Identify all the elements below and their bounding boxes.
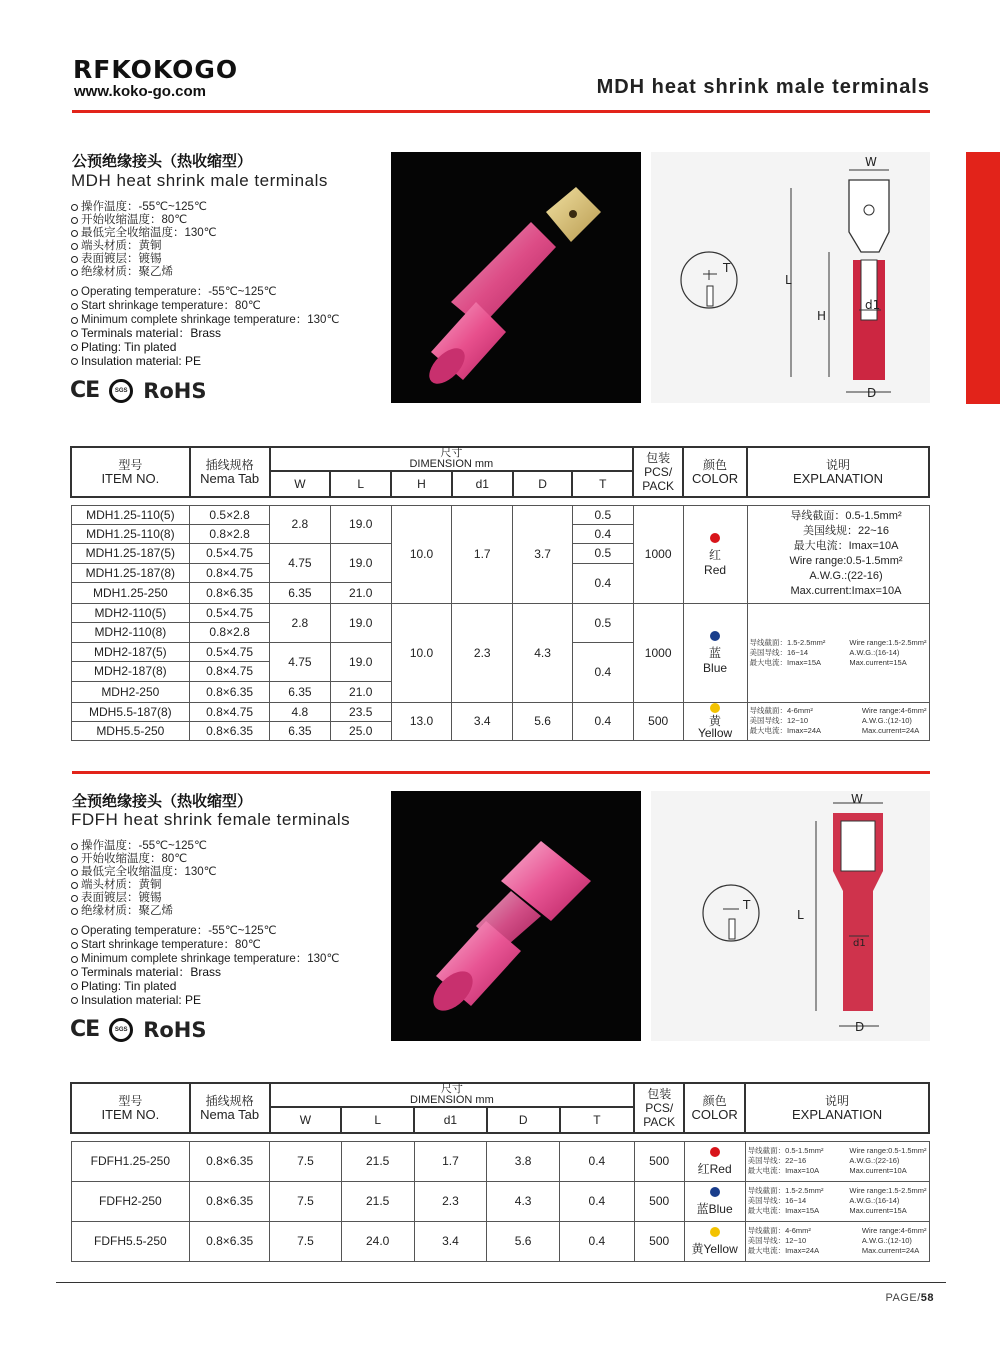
- dim-d: 4.3: [513, 603, 573, 702]
- section2-product-photo: [391, 791, 641, 1041]
- item-no: MDH1.25-110(5): [71, 505, 190, 524]
- drawing-label-w: W: [851, 792, 863, 806]
- header-cn: 尺寸: [440, 447, 463, 459]
- spec-item: Terminals material：Brass: [70, 966, 339, 980]
- col-item-header: [71, 1083, 190, 1133]
- expl-en-block: [849, 1186, 926, 1216]
- rohs-mark: RoHS: [143, 378, 207, 403]
- drawing-label-d1: d1: [865, 298, 881, 312]
- expl-line: Max.current=10A: [849, 1166, 907, 1175]
- nema-tab: 0.8×6.35: [190, 681, 270, 702]
- color-cell: [683, 505, 747, 603]
- col-tab-header: [190, 1083, 270, 1133]
- nema-tab: 0.8×6.35: [190, 721, 270, 740]
- dim-l: 25.0: [330, 721, 391, 740]
- expl-en-block: [849, 1146, 926, 1176]
- nema-tab: 0.8×2.8: [190, 622, 270, 642]
- nema-tab: 0.8×2.8: [190, 524, 270, 543]
- header-cn: 颜色: [702, 1094, 727, 1108]
- ce-mark-icon: CE: [70, 378, 100, 403]
- nema-tab: 0.8×4.75: [190, 661, 270, 681]
- color-en: Yellow: [697, 726, 733, 740]
- expl-cn-block: [748, 1226, 819, 1256]
- female-terminal-image: [391, 791, 641, 1041]
- page-number-value: 58: [920, 1292, 934, 1304]
- spec-item: 最低完全收缩温度：130℃: [70, 227, 217, 240]
- expl-line: 美国导线：22~16: [747, 1156, 807, 1165]
- drawing-label-d: D: [867, 386, 877, 400]
- page-title: MDH heat shrink male terminals: [596, 76, 930, 98]
- dim-t: 0.5: [572, 603, 633, 642]
- dim-d: 3.8: [487, 1141, 560, 1181]
- expl-line: Wire range:1.5-2.5mm²: [849, 1186, 927, 1195]
- item-no: MDH1.25-110(8): [71, 524, 190, 543]
- brand-logo: RFKOKOGO: [73, 55, 239, 84]
- section2-en-title: FDFH heat shrink female terminals: [71, 810, 351, 829]
- header-en: PCS/: [644, 465, 673, 479]
- expl-line: 导线截面：1.5-2.5mm²: [747, 1186, 824, 1195]
- dim-d1: 2.3: [414, 1181, 487, 1221]
- nema-tab: 0.8×6.35: [190, 1141, 270, 1181]
- expl-line: 最大电流：Imax=15A: [749, 657, 821, 667]
- spec-item: 表面镀层：镀锡: [70, 253, 217, 266]
- section1-technical-drawing: [651, 152, 930, 403]
- dim-t: 0.4: [572, 524, 633, 543]
- item-no: MDH2-187(8): [71, 661, 190, 681]
- expl-line: A.W.G.:(22-16): [849, 1156, 900, 1165]
- col-dimension-header: [270, 447, 634, 471]
- expl-line: Wire range:0.5-1.5mm²: [849, 1146, 927, 1155]
- col-item-header: [71, 447, 190, 497]
- dim-d1: 2.3: [452, 603, 513, 702]
- header-en: PACK: [643, 1115, 676, 1129]
- header-divider: [72, 110, 930, 113]
- dim-h: 13.0: [391, 702, 452, 740]
- expl-cn-block: [748, 1186, 824, 1216]
- expl-line: 导线截面：0.5-1.5mm²: [747, 1146, 824, 1155]
- expl-line: A.W.G.:(16-14): [849, 1196, 900, 1205]
- drawing-label-w: W: [865, 155, 877, 169]
- col-d: D: [487, 1107, 560, 1133]
- section1-en-specs: [70, 286, 339, 369]
- color-label: 黄Yellow: [691, 1241, 738, 1256]
- pack-qty: 1000: [633, 505, 683, 603]
- header-en: COLOR: [691, 471, 739, 486]
- section2-technical-drawing: [651, 791, 930, 1041]
- header-en: COLOR: [691, 1107, 738, 1122]
- dim-t: 0.5: [572, 505, 633, 524]
- section2-spec-table: [70, 1082, 930, 1262]
- header-cn: 型号: [118, 458, 143, 472]
- spec-item: Plating: Tin plated: [70, 341, 339, 355]
- blue-dot-icon: [710, 1187, 720, 1197]
- header-cn: 型号: [118, 1094, 143, 1108]
- dim-w: 2.8: [270, 603, 331, 642]
- nema-tab: 0.8×6.35: [190, 1221, 270, 1261]
- spec-item: Insulation material: PE: [70, 355, 339, 369]
- color-label: 蓝Blue: [696, 1201, 733, 1216]
- spec-item: Start shrinkage temperature：80℃: [70, 300, 339, 314]
- header-cn: 插线规格: [205, 458, 254, 472]
- red-dot-icon: [710, 1147, 720, 1157]
- table-row: [71, 505, 929, 524]
- section1-spec-table: [70, 446, 930, 741]
- dim-w: 6.35: [270, 681, 331, 702]
- spec-item: 端头材质：黄铜: [70, 879, 217, 892]
- header-cn: 说明: [825, 1094, 850, 1108]
- col-dimension-header: [270, 1083, 635, 1107]
- color-cell: [684, 1221, 745, 1261]
- col-t: T: [572, 471, 633, 497]
- expl-line: Max.current:Imax=10A: [790, 585, 902, 597]
- col-d1: d1: [414, 1107, 487, 1133]
- color-label: 红Red: [697, 1161, 732, 1176]
- section2-en-specs: [70, 925, 339, 1008]
- footer-divider: [56, 1282, 946, 1283]
- dim-h: 10.0: [391, 603, 452, 702]
- expl-line: Max.current=15A: [849, 657, 907, 667]
- color-cn: 蓝: [709, 646, 722, 660]
- dim-d: 3.7: [513, 505, 573, 603]
- header-cn: 尺寸: [440, 1083, 463, 1095]
- nema-tab: 0.8×6.35: [190, 582, 270, 603]
- section1-certifications: [70, 378, 207, 403]
- col-t: T: [560, 1107, 635, 1133]
- item-no: MDH2-110(5): [71, 603, 190, 622]
- dim-d: 5.6: [487, 1221, 560, 1261]
- col-l: L: [330, 471, 391, 497]
- item-no: FDFH1.25-250: [71, 1141, 190, 1181]
- dim-l: 19.0: [330, 603, 391, 642]
- item-no: MDH1.25-187(8): [71, 563, 190, 582]
- dim-w: 4.75: [270, 543, 331, 582]
- expl-cn-block: [750, 706, 821, 736]
- table-row: [71, 1181, 929, 1221]
- expl-line: 导线截面：1.5-2.5mm²: [749, 637, 826, 647]
- expl-line: 美国线规：22~16: [803, 525, 889, 537]
- sgs-text: SGS: [114, 387, 128, 394]
- dim-w: 7.5: [270, 1221, 342, 1261]
- color-cell: [683, 603, 747, 702]
- dim-w: 2.8: [270, 505, 331, 543]
- header-en: PACK: [642, 479, 675, 493]
- dim-d1: 1.7: [452, 505, 513, 603]
- table-row: [71, 702, 929, 721]
- dim-h: 10.0: [391, 505, 452, 603]
- drawing-label-t: T: [723, 261, 731, 275]
- expl-line: Max.current=24A: [861, 1246, 920, 1255]
- sgs-seal-icon: [109, 379, 133, 403]
- item-no: MDH2-250: [71, 681, 190, 702]
- col-tab-header: [190, 447, 270, 497]
- color-cn: 黄: [709, 714, 722, 728]
- female-terminal-drawing: [651, 791, 930, 1041]
- section2-cn-specs: [70, 840, 217, 918]
- spec-item: 操作温度：-55℃~125℃: [70, 201, 217, 214]
- dim-t: 0.4: [572, 563, 633, 603]
- spec-item: Operating temperature：-55℃~125℃: [70, 286, 339, 300]
- rohs-mark: RoHS: [143, 1017, 207, 1042]
- header-en: EXPLANATION: [792, 1107, 883, 1122]
- drawing-label-l: L: [797, 908, 804, 922]
- col-explanation-header: [747, 447, 929, 497]
- spec-item: 开始收缩温度：80℃: [70, 853, 217, 866]
- header-cn: 包装: [647, 1087, 672, 1101]
- yellow-dot-icon: [710, 703, 720, 713]
- expl-cn-block: [750, 638, 826, 668]
- explanation-cell: [745, 1141, 929, 1181]
- expl-en-block: [862, 706, 927, 736]
- dim-d1: 3.4: [452, 702, 513, 740]
- item-no: FDFH2-250: [71, 1181, 190, 1221]
- pack-qty: 500: [634, 1221, 684, 1261]
- explanation-cell: [745, 1221, 929, 1261]
- table-row: [71, 1141, 929, 1181]
- expl-line: Wire range:4-6mm²: [861, 1226, 927, 1235]
- dim-d: 5.6: [513, 702, 573, 740]
- section2-cn-title: 全预绝缘接头（热收缩型）: [72, 792, 253, 810]
- section1-cn-specs: [70, 201, 217, 279]
- male-terminal-image: [391, 152, 641, 403]
- spec-item: Minimum complete shrinkage temperature：130℃: [70, 953, 339, 967]
- pack-qty: 500: [634, 1181, 684, 1221]
- header-cn: 颜色: [703, 458, 728, 472]
- header-en: ITEM NO.: [101, 1107, 160, 1122]
- header-en: PCS/: [645, 1101, 674, 1115]
- expl-line: 美国导线：16~14: [749, 647, 809, 657]
- dim-t: 0.4: [572, 642, 633, 702]
- expl-line: 导线截面：4-6mm²: [747, 1226, 811, 1235]
- col-w: W: [270, 1107, 342, 1133]
- drawing-label-t: T: [743, 898, 751, 912]
- col-pack-header: [633, 447, 683, 497]
- expl-cn-block: [748, 1146, 824, 1176]
- dim-l: 21.5: [341, 1181, 414, 1221]
- color-en: Blue: [703, 661, 728, 675]
- header-cn: 说明: [826, 458, 851, 472]
- col-w: W: [270, 471, 331, 497]
- page-number: [885, 1292, 934, 1304]
- item-no: MDH5.5-250: [71, 721, 190, 740]
- col-h: H: [391, 471, 452, 497]
- section2-certifications: [70, 1017, 207, 1042]
- section1-en-title: MDH heat shrink male terminals: [71, 171, 328, 190]
- explanation-cell: [747, 603, 929, 702]
- drawing-label-h: H: [817, 309, 827, 323]
- expl-line: Wire range:1.5-2.5mm²: [849, 637, 927, 647]
- table-row: [71, 1221, 929, 1261]
- nema-tab: 0.5×4.75: [190, 642, 270, 661]
- drawing-label-l: L: [785, 273, 792, 287]
- nema-tab: 0.8×4.75: [190, 702, 270, 721]
- explanation-cell: [747, 702, 929, 740]
- col-color-header: [684, 1083, 745, 1133]
- spec-item: 绝缘材质：聚乙烯: [70, 266, 217, 279]
- expl-line: 美国导线：12~10: [749, 716, 809, 725]
- side-tab-marker: [966, 152, 1000, 404]
- sgs-seal-icon: [109, 1018, 133, 1042]
- header-en: DIMENSION mm: [409, 458, 494, 470]
- header-cn: 包装: [646, 451, 671, 465]
- expl-line: 最大电流：Imax=15A: [747, 1206, 820, 1215]
- expl-line: Max.current=24A: [861, 726, 920, 735]
- dim-w: 7.5: [270, 1181, 342, 1221]
- dim-l: 19.0: [330, 642, 391, 681]
- spec-item: 开始收缩温度：80℃: [70, 214, 217, 227]
- spec-item: Operating temperature：-55℃~125℃: [70, 925, 339, 939]
- expl-line: 导线截面：0.5-1.5mm²: [790, 510, 902, 522]
- expl-line: 最大电流：Imax=10A: [747, 1166, 820, 1175]
- dim-d1: 3.4: [414, 1221, 487, 1261]
- dim-w: 6.35: [270, 721, 331, 740]
- spec-item: 端头材质：黄铜: [70, 240, 217, 253]
- expl-line: A.W.G.:(12-10): [861, 1236, 912, 1245]
- section1-cn-title: 公预绝缘接头（热收缩型）: [72, 152, 253, 170]
- spec-item: Start shrinkage temperature：80℃: [70, 939, 339, 953]
- dim-l: 21.0: [330, 582, 391, 603]
- red-dot-icon: [710, 533, 720, 543]
- dim-t: 0.4: [560, 1181, 635, 1221]
- expl-en-block: [849, 638, 926, 668]
- expl-line: 美国导线：12~10: [747, 1236, 807, 1245]
- nema-tab: 0.8×6.35: [190, 1181, 270, 1221]
- item-no: MDH1.25-187(5): [71, 543, 190, 563]
- spec-item: Insulation material: PE: [70, 994, 339, 1008]
- section1-product-photo: [391, 152, 641, 403]
- dim-t: 0.4: [560, 1221, 635, 1261]
- drawing-label-d: D: [855, 1020, 865, 1034]
- header-en: ITEM NO.: [101, 471, 160, 486]
- pack-qty: 500: [633, 702, 683, 740]
- color-cell: [684, 1181, 745, 1221]
- yellow-dot-icon: [710, 1227, 720, 1237]
- expl-line: Wire range:0.5-1.5mm²: [789, 555, 903, 567]
- page-label: PAGE/: [885, 1292, 921, 1304]
- sgs-text: SGS: [114, 1026, 128, 1033]
- spec-item: Terminals material：Brass: [70, 327, 339, 341]
- expl-line: 导线截面：4-6mm²: [749, 706, 813, 715]
- expl-line: A.W.G.:(16-14): [849, 647, 900, 657]
- spec-item: 表面镀层：镀锡: [70, 892, 217, 905]
- spec-item: 操作温度：-55℃~125℃: [70, 840, 217, 853]
- nema-tab: 0.5×4.75: [190, 603, 270, 622]
- dim-w: 4.75: [270, 642, 331, 681]
- nema-tab: 0.8×4.75: [190, 563, 270, 582]
- dim-w: 7.5: [270, 1141, 342, 1181]
- col-explanation-header: [745, 1083, 929, 1133]
- color-en: Red: [704, 562, 727, 577]
- header-en: EXPLANATION: [792, 471, 884, 486]
- col-d1: d1: [452, 471, 513, 497]
- expl-line: Wire range:4-6mm²: [861, 706, 927, 715]
- dim-l: 21.5: [341, 1141, 414, 1181]
- header-en: Nema Tab: [200, 1107, 260, 1122]
- table-row: [71, 603, 929, 622]
- expl-line: 最大电流：Imax=24A: [749, 726, 821, 735]
- dim-l: 24.0: [341, 1221, 414, 1261]
- dim-w: 4.8: [270, 702, 331, 721]
- expl-line: 最大电流：Imax=10A: [793, 540, 899, 552]
- dim-l: 23.5: [330, 702, 391, 721]
- col-color-header: [683, 447, 747, 497]
- expl-en-block: [862, 1226, 927, 1256]
- pack-qty: 1000: [633, 603, 683, 702]
- color-cell: [684, 1141, 745, 1181]
- item-no: MDH2-110(8): [71, 622, 190, 642]
- dim-t: 0.5: [572, 543, 633, 563]
- header-en: Nema Tab: [200, 471, 260, 486]
- item-no: FDFH5.5-250: [71, 1221, 190, 1261]
- col-pack-header: [634, 1083, 684, 1133]
- drawing-label-d1: d1: [853, 938, 866, 949]
- explanation-cell: [747, 505, 929, 603]
- section2-divider: [72, 771, 930, 774]
- dim-w: 6.35: [270, 582, 331, 603]
- spec-item: Minimum complete shrinkage temperature：130℃: [70, 314, 339, 328]
- expl-line: 最大电流：Imax=24A: [747, 1246, 820, 1255]
- item-no: MDH1.25-250: [71, 582, 190, 603]
- website-url: www.koko-go.com: [74, 83, 206, 100]
- expl-line: A.W.G.:(12-10): [861, 716, 912, 725]
- dim-d1: 1.7: [414, 1141, 487, 1181]
- col-l: L: [341, 1107, 414, 1133]
- dim-l: 19.0: [330, 543, 391, 582]
- header-cn: 插线规格: [205, 1094, 254, 1108]
- header-en: DIMENSION mm: [410, 1094, 494, 1106]
- ce-mark-icon: CE: [70, 1017, 100, 1042]
- expl-line: 美国导线：16~14: [747, 1196, 807, 1205]
- color-cell: [683, 702, 747, 740]
- color-cn: 红: [709, 547, 722, 562]
- item-no: MDH5.5-187(8): [71, 702, 190, 721]
- dim-l: 21.0: [330, 681, 391, 702]
- pack-qty: 500: [634, 1141, 684, 1181]
- expl-line: Max.current=15A: [849, 1206, 907, 1215]
- dim-t: 0.4: [560, 1141, 635, 1181]
- nema-tab: 0.5×4.75: [190, 543, 270, 563]
- dim-t: 0.4: [572, 702, 633, 740]
- explanation-cell: [745, 1181, 929, 1221]
- nema-tab: 0.5×2.8: [190, 505, 270, 524]
- spec-item: Plating: Tin plated: [70, 980, 339, 994]
- expl-line: A.W.G.:(22-16): [809, 570, 883, 582]
- spec-item: 最低完全收缩温度：130℃: [70, 866, 217, 879]
- blue-dot-icon: [710, 631, 720, 641]
- col-d: D: [513, 471, 573, 497]
- spec-item: 绝缘材质：聚乙烯: [70, 905, 217, 918]
- item-no: MDH2-187(5): [71, 642, 190, 661]
- male-terminal-drawing: [651, 152, 930, 403]
- dim-d: 4.3: [487, 1181, 560, 1221]
- dim-l: 19.0: [330, 505, 391, 543]
